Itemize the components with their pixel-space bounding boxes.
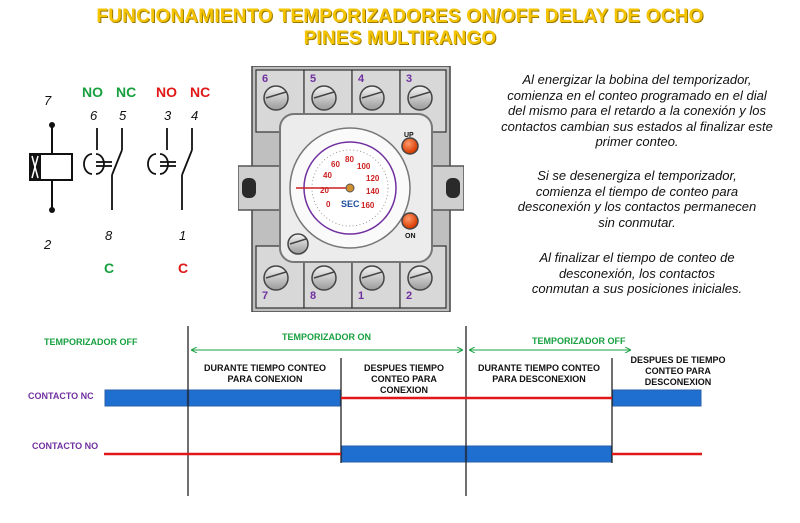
set2-no-label: NO bbox=[156, 84, 177, 100]
set2-common-label: C bbox=[178, 260, 189, 276]
coil-top-terminal bbox=[49, 122, 55, 128]
description-paragraph-3 bbox=[478, 250, 796, 297]
top-pin-4: 3 bbox=[406, 73, 413, 85]
set2-no-pin: 3 bbox=[164, 108, 172, 123]
timing-diagram bbox=[0, 318, 800, 518]
set1-common-label: C bbox=[104, 260, 115, 276]
state-off-right: TEMPORIZADOR OFF bbox=[532, 336, 626, 346]
dial-number-140: 140 bbox=[366, 187, 380, 196]
phase-label-2: DESPUES TIEMPO CONTEO PARA CONEXION bbox=[363, 363, 444, 395]
dial-unit: SEC bbox=[341, 199, 360, 209]
dial-number-40: 40 bbox=[323, 171, 332, 180]
schematic-drawing bbox=[0, 70, 230, 280]
state-on: TEMPORIZADOR ON bbox=[282, 332, 371, 342]
p3-line-1: Al finalizar el tiempo de conteo de bbox=[539, 250, 735, 265]
nc-segment-2 bbox=[189, 390, 340, 406]
description-paragraph-1 bbox=[478, 72, 796, 150]
row-label-nc: CONTACTO NC bbox=[28, 391, 94, 401]
state-off-left: TEMPORIZADOR OFF bbox=[44, 337, 138, 347]
bottom-pin-3: 1 bbox=[358, 290, 365, 302]
row-label-no: CONTACTO NO bbox=[32, 441, 99, 451]
dial-number-100: 100 bbox=[357, 162, 371, 171]
coil-bottom-terminal bbox=[49, 207, 55, 213]
phase-label-4: DESPUES DE TIEMPO CONTEO PARA DESCONEXION bbox=[630, 355, 726, 387]
bottom-pin-1: 7 bbox=[262, 290, 269, 302]
contact-set-2-symbol bbox=[148, 128, 192, 210]
timer-device-drawing bbox=[238, 66, 464, 312]
set2-nc-pin: 4 bbox=[191, 108, 199, 123]
top-pin-2: 5 bbox=[310, 73, 317, 85]
phase-label-3: DURANTE TIEMPO CONTEO PARA DESCONEXION bbox=[477, 363, 600, 384]
dial-number-20: 20 bbox=[320, 186, 329, 195]
no-segment-3 bbox=[342, 446, 465, 462]
contact-set-1-symbol bbox=[84, 128, 122, 210]
timing-diagram-drawing bbox=[0, 318, 800, 518]
top-pin-1: 6 bbox=[262, 73, 269, 85]
nc-segment-1 bbox=[105, 390, 187, 406]
set1-nc-pin: 5 bbox=[119, 108, 127, 123]
p2-line-2: comienza el tiempo de conteo para bbox=[535, 183, 739, 199]
dial-number-0: 0 bbox=[326, 200, 331, 209]
coil-pin-2: 2 bbox=[44, 237, 52, 252]
p2-line-4: sin conmutar. bbox=[598, 214, 676, 230]
dial-number-80: 80 bbox=[345, 155, 354, 164]
p3-line-3: conmutan a sus posiciones iniciales. bbox=[531, 281, 743, 296]
timer-device bbox=[238, 66, 464, 312]
top-pin-row bbox=[256, 73, 472, 89]
p2-line-1: Si se desenergiza el temporizador, bbox=[537, 168, 737, 183]
contact-schematic bbox=[0, 70, 230, 280]
phase-dividers bbox=[188, 326, 612, 496]
p1-line-1: Al energizar la bobina del temporizador, bbox=[522, 72, 752, 87]
dial-number-120: 120 bbox=[366, 174, 380, 183]
phase-label-1: DURANTE TIEMPO CONTEO PARA CONEXION bbox=[203, 363, 326, 384]
bottom-pin-2: 8 bbox=[310, 290, 317, 302]
coil-pin-7: 7 bbox=[44, 93, 52, 108]
coil-symbol bbox=[30, 125, 72, 210]
p1-line-5: primer conteo. bbox=[595, 134, 679, 149]
bottom-pin-4: 2 bbox=[406, 290, 413, 302]
p1-line-4: contactos cambian sus estados al finalizar este bbox=[501, 118, 773, 134]
dial-number-160: 160 bbox=[361, 201, 375, 210]
set2-common-pin: 1 bbox=[179, 228, 187, 243]
nc-segment-5 bbox=[613, 390, 701, 406]
page-title bbox=[0, 6, 800, 50]
title-line-2: PINES MULTIRANGO bbox=[303, 28, 497, 49]
p1-line-2: comienza en el conteo programado en el dial bbox=[507, 87, 767, 103]
led-on-label: ON bbox=[405, 233, 416, 240]
set1-no-label: NO bbox=[82, 84, 103, 100]
top-pin-3: 4 bbox=[358, 73, 365, 85]
led-up-label: UP bbox=[404, 132, 414, 139]
bottom-pin-row bbox=[256, 290, 472, 306]
set1-common-pin: 8 bbox=[105, 228, 113, 243]
p1-line-3: del mismo para el retardo a la conexión y los bbox=[508, 103, 766, 118]
set2-nc-label: NC bbox=[190, 84, 211, 100]
p3-line-2: desconexión, los contactos bbox=[558, 265, 716, 281]
dial-number-60: 60 bbox=[331, 160, 340, 169]
set1-nc-label: NC bbox=[116, 84, 137, 100]
description-paragraph-2 bbox=[478, 168, 796, 230]
no-segment-4 bbox=[467, 446, 611, 462]
set1-no-pin: 6 bbox=[90, 108, 98, 123]
p2-line-3: desconexión y los contactos permanecen bbox=[517, 199, 757, 214]
title-line-1: FUNCIONAMIENTO TEMPORIZADORES ON/OFF DELAY DE OCHO bbox=[96, 6, 704, 27]
